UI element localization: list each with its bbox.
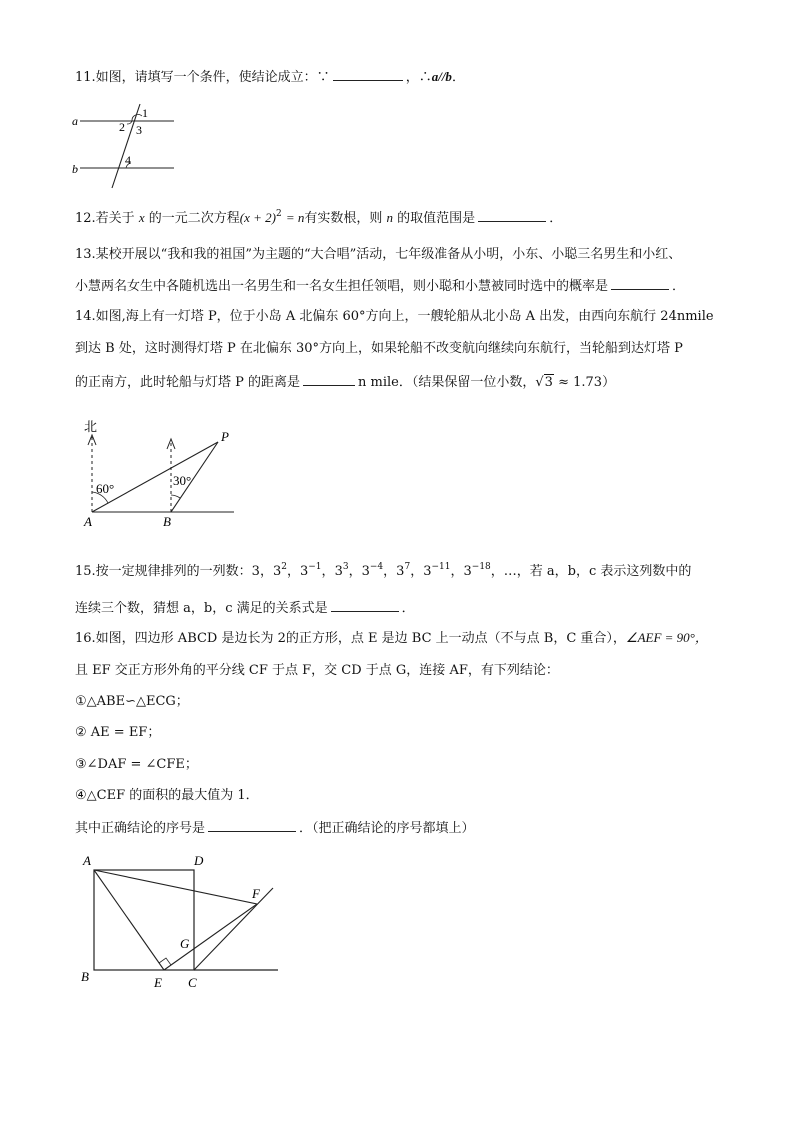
q16-label-F: F [252, 886, 260, 901]
q15-term-base: 3 [463, 564, 472, 579]
q16-conclusion-4: ④△CEF 的面积的最大值为 1． [75, 788, 259, 803]
q14-sqrt3: √3 [535, 375, 553, 390]
q13-line2-text: 小慧两名女生中各随机选出一名男生和一名女生担任领唱，则小聪和小慧被同时选中的概率是 [75, 279, 609, 294]
q14-sqrt-radicand: 3 [544, 375, 553, 390]
q11-label-b: b [72, 162, 78, 176]
q11-angle-1: 1 [142, 106, 148, 120]
q12-exponent: 2 [275, 209, 282, 219]
question-16-line1 [75, 628, 708, 649]
q15-term [300, 564, 322, 579]
q11-conclusion: a//b [431, 69, 452, 84]
q11-angle-2: 2 [119, 120, 125, 134]
q15-term-exponent: −18 [471, 562, 491, 572]
q14-angle-60: 60° [96, 481, 115, 496]
q15-term-exponent: 3 [342, 562, 349, 572]
q15-line1-end: ，…，若 a，b，c 表示这列数中的 [490, 564, 692, 579]
q15-answer-blank[interactable] [331, 597, 399, 612]
q16-label-D: D [194, 853, 204, 868]
q16-conclusion-3: ③∠DAF = ∠CFE； [75, 757, 198, 772]
question-11 [75, 66, 465, 88]
q15-term-exponent: 7 [404, 562, 411, 572]
q15-term-base: 3 [334, 564, 343, 579]
q12-equals-n: = n [285, 210, 305, 225]
q12-part1: 12.若关于 [75, 211, 135, 226]
q14-answer-blank[interactable] [303, 371, 355, 386]
q15-term [362, 564, 384, 579]
q14-label-A: A [84, 514, 92, 529]
q13-answer-blank[interactable] [611, 275, 669, 290]
q15-line2-text: 连续三个数，猜想 a，b，c 满足的关系式是 [75, 601, 328, 616]
q16-label-A: A [83, 853, 91, 868]
q15-term-base: 3 [423, 564, 432, 579]
q16-line1-text: 16.如图，四边形 ABCD 是边长为 2的正方形，点 E 是边 BC 上一动点（不与点 B，C 重合）， [75, 631, 626, 646]
q16-angle-AEF: ∠AEF = 90°， [625, 630, 708, 645]
q15-term-exponent: −11 [431, 562, 451, 572]
q14-label-P: P [221, 429, 229, 444]
q11-sep: ，∴ [405, 70, 432, 85]
q15-term [396, 564, 410, 579]
q14-line3-end: ） [602, 375, 616, 390]
q11-angle-4: 4 [125, 153, 131, 167]
q14-label-B: B [163, 514, 171, 529]
q16-conclusion-2: ② AE = EF； [75, 725, 161, 740]
question-14-line1: 14.如图,海上有一灯塔 P，位于小岛 A 北偏东 60°方向上，一艘轮船从北小岛 A 出发，由西向东航行 24nmile [75, 309, 714, 324]
q16-label-B: B [81, 969, 89, 984]
q16-ask-end: ．（把正确结论的序号都填上） [299, 821, 475, 836]
q15-term-base: 3 [272, 564, 282, 579]
q12-part4: 有实数根，则 [304, 211, 383, 226]
q15-term-exponent: 2 [281, 562, 287, 572]
q11-answer-blank[interactable] [333, 66, 403, 81]
q15-term [423, 564, 450, 579]
q14-approx: ≈ 1.73 [558, 375, 603, 390]
question-13-line2 [75, 275, 685, 297]
q15-term [273, 564, 287, 579]
q14-line3-note: n mile．（结果保留一位小数， [358, 375, 536, 390]
q15-term [335, 564, 349, 579]
q11-angle-3: 3 [136, 123, 142, 137]
q14-figure [80, 415, 250, 535]
q11-figure [70, 102, 180, 192]
q12-var-n: n [386, 210, 394, 225]
q12-expression: (x + 2) [239, 210, 276, 225]
q15-term-base: 3 [299, 564, 309, 579]
q11-label-a: a [72, 114, 78, 128]
q11-end: ． [451, 70, 465, 85]
q15-line1-start: 15.按一定规律排列的一列数：3， [75, 564, 273, 579]
q14-label-north: 北 [84, 419, 98, 434]
q15-term-exponent: −1 [308, 562, 322, 572]
q14-angle-30: 30° [173, 473, 192, 488]
question-16-line2: 且 EF 交正方形外角的平分线 CF 于点 F，交 CD 于点 G，连接 AF，有下列结论： [75, 663, 559, 678]
question-13-line1: 13.某校开展以“我和我的祖国”为主题的“大合唱”活动，七年级准备从小明，小东、小聪三名男生和小红、 [75, 247, 682, 262]
q16-label-G: G [180, 936, 190, 951]
q12-end: ． [549, 211, 563, 226]
q12-part5: 的取值范围是 [397, 211, 476, 226]
q16-figure [78, 852, 288, 997]
q16-ask-text: 其中正确结论的序号是 [75, 821, 206, 836]
question-15-line1 [75, 562, 691, 582]
question-16-ask [75, 817, 475, 839]
q15-term-exponent: −4 [369, 562, 384, 572]
q16-label-E: E [154, 975, 162, 990]
question-12 [75, 207, 562, 229]
q15-term-base: 3 [361, 564, 370, 579]
q15-term-base: 3 [396, 564, 405, 579]
q14-line3-text: 的正南方，此时轮船与灯塔 P 的距离是 [75, 375, 301, 390]
q16-answer-blank[interactable] [208, 817, 296, 832]
q15-sequence-terms: $3^2$，$3^{-1}$，$3^3$，$3^{-4}$，$3^7$，$3^{-11}$，$3^{-18}$ [272, 562, 491, 579]
q12-part2: 的一元二次方程 [148, 211, 240, 226]
question-14-line2: 到达 B 处，这时测得灯塔 P 在北偏东 30°方向上，如果轮船不改变航向继续向东航行，当轮船到达灯塔 P [75, 341, 683, 356]
q13-end: ． [672, 279, 686, 294]
question-14-line3 [75, 371, 615, 393]
q12-answer-blank[interactable] [478, 207, 546, 222]
q15-term [464, 564, 491, 579]
q16-conclusion-1: ①△ABE∽△ECG； [75, 694, 189, 709]
q12-var-x: x [138, 210, 145, 225]
q16-label-C: C [188, 975, 197, 990]
question-15-line2 [75, 597, 415, 619]
q15-end: ． [401, 601, 415, 616]
q11-text: 11.如图，请填写一个条件，使结论成立：∵ [75, 70, 330, 85]
